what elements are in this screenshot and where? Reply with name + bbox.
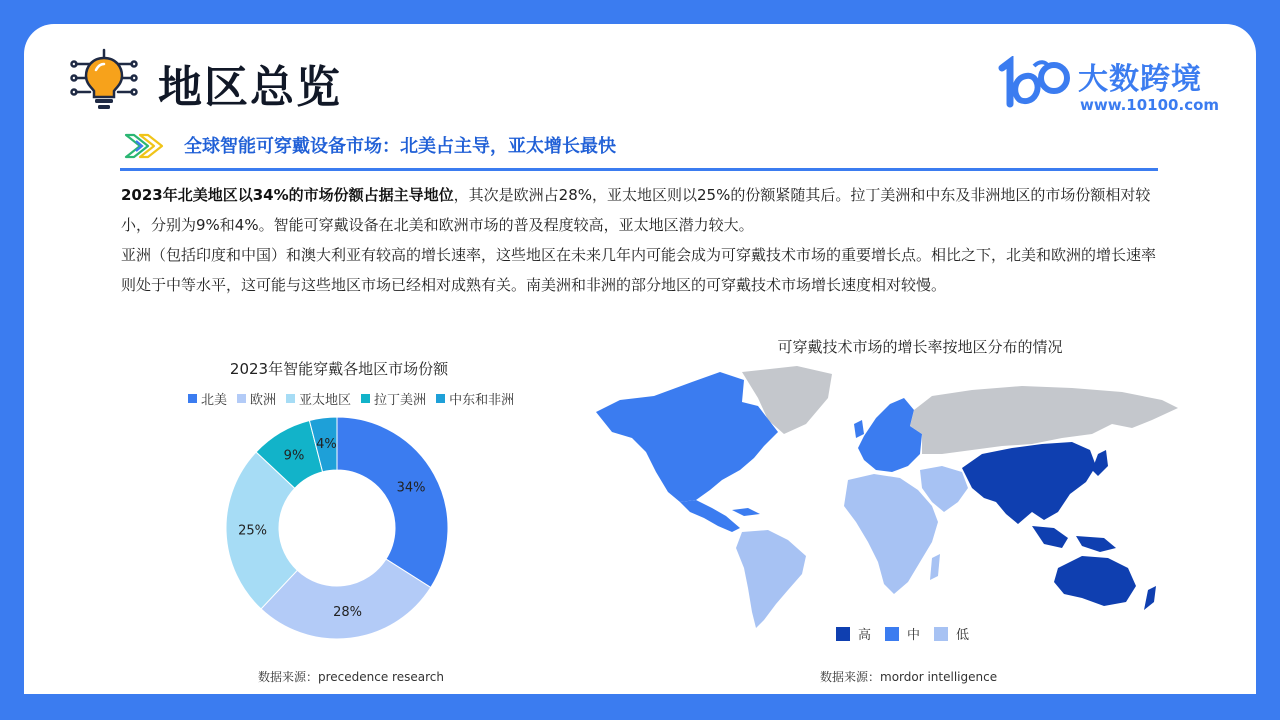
map-region-madagascar xyxy=(930,554,940,580)
donut-chart-title: 2023年智能穿戴各地区市场份额 xyxy=(229,360,449,378)
map-legend-label: 高 xyxy=(858,628,872,643)
donut-legend-item xyxy=(237,389,276,408)
map-region-uk xyxy=(854,420,864,438)
map-region-central-america xyxy=(680,500,740,532)
divider xyxy=(120,168,1158,171)
donut-label-4: 4% xyxy=(316,437,337,453)
map-region-russia xyxy=(910,386,1178,454)
double-arrow-icon xyxy=(124,132,168,160)
lightbulb-icon xyxy=(70,48,138,112)
world-map xyxy=(592,362,1182,632)
legend-swatch xyxy=(436,394,445,403)
body-text xyxy=(121,180,1161,300)
paragraph-1 xyxy=(121,180,1161,240)
map-legend-item xyxy=(885,624,920,643)
map-legend-label: 中 xyxy=(907,628,921,643)
map-region-europe xyxy=(858,398,922,472)
map-region-north-america xyxy=(596,372,778,502)
donut-legend-item xyxy=(188,389,227,408)
legend-swatch xyxy=(188,394,197,403)
donut-legend-item xyxy=(436,389,514,408)
map-region-south-america xyxy=(736,530,806,628)
map-source: 数据来源：mordor intelligence xyxy=(820,670,998,684)
legend-label: 中东和非洲 xyxy=(449,393,515,408)
legend-swatch xyxy=(361,394,370,403)
donut-legend xyxy=(188,389,518,408)
map-legend-swatch xyxy=(885,627,899,641)
donut-label-3: 9% xyxy=(283,448,305,464)
legend-swatch xyxy=(237,394,246,403)
donut-chart xyxy=(200,410,480,650)
map-region-africa xyxy=(844,474,938,594)
map-region-caribbean xyxy=(732,508,760,516)
map-region-indonesia xyxy=(1076,536,1116,552)
map-title: 可穿戴技术市场的增长率按地区分布的情况 xyxy=(777,338,1063,356)
map-legend-item xyxy=(934,624,969,643)
donut-label-0: 34% xyxy=(396,480,426,496)
section-subtitle: 全球智能可穿戴设备市场：北美占主导，亚太增长最快 xyxy=(184,136,616,157)
legend-label: 欧洲 xyxy=(250,393,277,408)
paragraph-1-bold: 2023年北美地区以34%的市场份额占据主导地位 xyxy=(121,186,454,204)
map-region-new-zealand xyxy=(1144,586,1156,610)
donut-legend-item xyxy=(361,389,426,408)
donut-slice-0 xyxy=(337,417,448,587)
map-legend-label: 低 xyxy=(956,628,970,643)
map-legend-swatch xyxy=(836,627,850,641)
donut-legend-item xyxy=(286,389,351,408)
donut-label-1: 28% xyxy=(333,604,363,620)
legend-label: 亚太地区 xyxy=(299,393,352,408)
legend-swatch xyxy=(286,394,295,403)
map-legend-swatch xyxy=(934,627,948,641)
paragraph-2: 亚洲（包括印度和中国）和澳大利亚有较高的增长速率，这些地区在未来几年内可能会成为可穿戴技术市场的重要增长点。相比之下，北美和欧洲的增长速率则处于中等水平，这可能与这些地区市场已经相对成熟有关。南美洲和非洲的部分地区的可穿戴技术市场增长速度相对较慢。 xyxy=(121,246,1157,294)
map-legend xyxy=(836,624,969,643)
legend-label: 拉丁美洲 xyxy=(374,393,427,408)
map-region-southeast-asia xyxy=(1032,526,1068,548)
donut-source: 数据来源：precedence research xyxy=(258,670,444,684)
legend-label: 北美 xyxy=(201,393,228,408)
map-region-australia xyxy=(1054,556,1136,606)
map-region-asia xyxy=(962,442,1096,524)
page-title: 地区总览 xyxy=(158,62,342,113)
paragraph-1-rest: ，其次是欧洲占28%，亚太地区则以25%的份额紧随其后。拉丁美洲和中东及非洲地区的市场份额相对较小，分别为9%和4%。智能可穿戴设备在北美和欧洲市场的普及程度较高，亚太地区潜力较大。 xyxy=(121,186,1151,234)
map-legend-item xyxy=(836,624,871,643)
logo-url: www.10100.com xyxy=(1080,96,1220,114)
logo-name: 大数跨境 xyxy=(1078,62,1202,97)
donut-label-2: 25% xyxy=(238,523,267,539)
